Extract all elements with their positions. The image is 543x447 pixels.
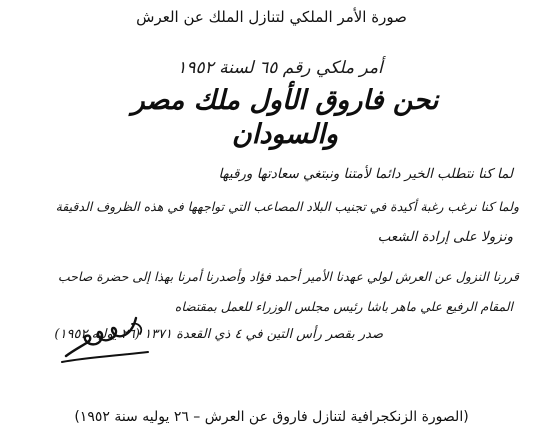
issuer-heading: نحن فاروق الأول ملك مصر والسودان — [131, 85, 439, 150]
decree-dateline: صدر بقصر رأس التين في ٤ ذي القعدة ١٣٧١ (٢٦ يوليه ١٩٥٢) — [54, 327, 383, 342]
decree-reference: أمر ملكي رقم ٦٥ لسنة ١٩٥٢ — [177, 58, 383, 78]
page-title: صورة الأمر الملكي لتنازل الملك عن العرش — [136, 8, 407, 26]
page-caption: (الصورة الزنكجرافية لتنازل فاروق عن العرش – ٢٦ يوليه سنة ١٩٥٢) — [74, 409, 469, 425]
decree-body-line-1: لما كنا نتطلب الخير دائما لأمتنا ونبتغي سعادتها ورقيها — [218, 166, 513, 182]
decree-body-line-3: ونزولا على إرادة الشعب — [377, 229, 513, 245]
decree-body-line-5: المقام الرفيع علي ماهر باشا رئيس مجلس الوزراء للعمل بمقتضاه — [174, 299, 513, 314]
decree-body-line-2: ولما كنا نرغب رغبة أكيدة في تجنيب البلاد المصاعب التي تواجهها في هذه الظروف الدقيقة — [55, 199, 519, 214]
decree-body-line-4: قررنا النزول عن العرش لولي عهدنا الأمير أحمد فؤاد وأصدرنا أمرنا بهذا إلى حضرة صاحب — [57, 269, 519, 284]
royal-signature — [52, 306, 162, 366]
